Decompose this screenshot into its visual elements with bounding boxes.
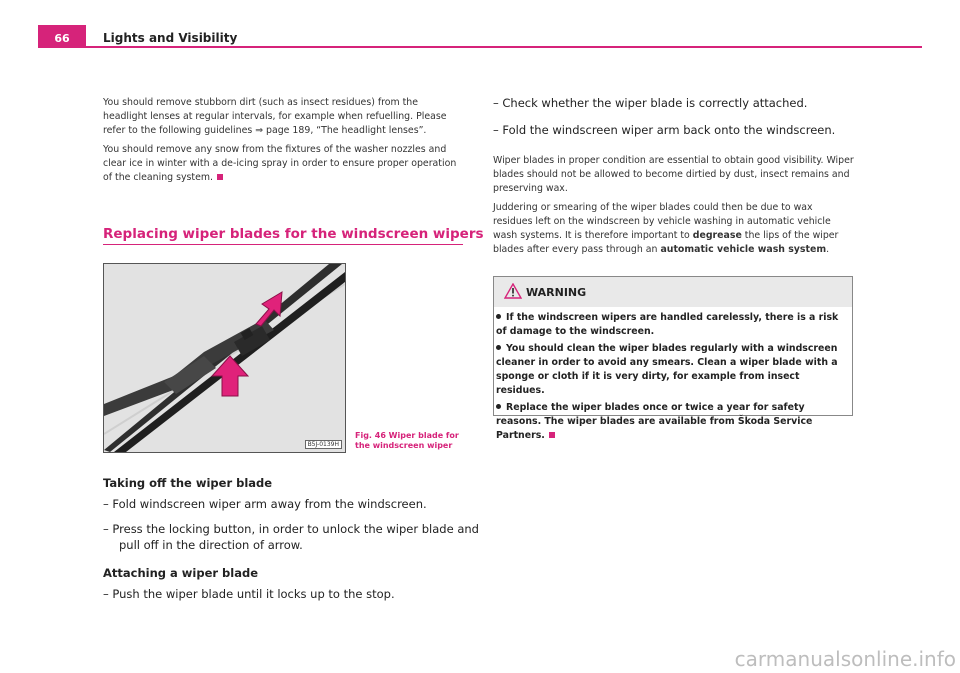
instructions-left xyxy=(103,476,483,602)
paragraph-headlight-dirt: You should remove stubborn dirt (such as insect residues) from the headlight lenses at regular intervals, for example when refuelling. Please refer to the following guidelines ⇒ page 189, “The headlight lenses”. xyxy=(103,97,447,136)
section-rule xyxy=(103,244,463,245)
figure-caption-line2: the windscreen wiper xyxy=(355,441,453,450)
wash-system-emphasis: automatic vehicle wash system xyxy=(660,244,827,255)
bullet-icon xyxy=(496,345,501,350)
page-number: 66 xyxy=(38,25,86,47)
warning-item-1 xyxy=(496,311,846,339)
figure-caption-line1: Fig. 46 Wiper blade for xyxy=(355,431,459,440)
step-check-attached: – Check whether the wiper blade is correctly attached. xyxy=(493,96,808,110)
warning-triangle-icon xyxy=(504,283,522,303)
bullet-icon xyxy=(496,404,501,409)
warning-item-text: If the windscreen wipers are handled carelessly, there is a risk of damage to the windscreen. xyxy=(496,312,839,337)
taking-off-step-2: – Press the locking button, in order to unlock the wiper blade and pull off in the direction of arrow. xyxy=(103,522,479,552)
warning-header xyxy=(494,277,852,307)
warning-item-3 xyxy=(496,401,846,443)
figure-code: B5J-0139H xyxy=(305,440,342,449)
warning-title: WARNING xyxy=(526,286,587,299)
figure-wiper-blade xyxy=(103,263,346,453)
warning-list xyxy=(494,307,852,443)
page-title: Lights and Visibility xyxy=(103,31,238,45)
instructions-right xyxy=(493,95,863,138)
header-rule xyxy=(38,46,922,48)
wiper-blade-illustration xyxy=(104,264,345,452)
degrease-emphasis: degrease xyxy=(692,230,742,241)
step-fold-back: – Fold the windscreen wiper arm back onto the windscreen. xyxy=(493,123,836,137)
juddering-text-c: the lips of the wiper blades after every pass through an xyxy=(493,230,839,255)
bullet-icon xyxy=(496,314,501,319)
paragraph-snow-text: You should remove any snow from the fixtures of the washer nozzles and clear ice in winter with a de-icing spray in order to ensure proper operation of the cleaning system. xyxy=(103,144,457,183)
warning-box xyxy=(493,276,853,441)
warning-item-text: You should clean the wiper blades regularly with a windscreen cleaner in order to avoid any smears. Clean a wiper blade with a sponge or cloth if it is very dirty, for example from insect residues. xyxy=(496,343,838,396)
attaching-heading: Attaching a wiper blade xyxy=(103,566,259,580)
juddering-text-a: Juddering or smearing of the wiper blades could then be due to wax residues left on the windscreen by vehicle washing in automatic vehicle wash systems. It is therefore important to xyxy=(493,202,831,241)
wiper-info-text xyxy=(493,154,855,257)
juddering-text-e: . xyxy=(826,244,830,255)
warning-item-text: Replace the wiper blades once or twice a year for safety reasons. The wiper blades are available from Škoda Service Partners. xyxy=(496,402,813,441)
warning-item-2 xyxy=(496,342,846,398)
end-marker-icon xyxy=(549,432,555,438)
watermark: carmanualsonline.info xyxy=(734,647,956,671)
paragraph-proper-condition: Wiper blades in proper condition are essential to obtain good visibility. Wiper blades should not be allowed to become dirtied by dust, insect remains and preserving wax. xyxy=(493,155,854,194)
paragraph-juddering xyxy=(493,201,855,257)
intro-text xyxy=(103,96,465,185)
paragraph-snow xyxy=(103,143,465,185)
figure-caption xyxy=(355,431,459,451)
end-marker-icon xyxy=(217,174,223,180)
section-heading: Replacing wiper blades for the windscreen wipers xyxy=(103,226,484,242)
taking-off-heading: Taking off the wiper blade xyxy=(103,476,273,490)
taking-off-step-1: – Fold windscreen wiper arm away from the windscreen. xyxy=(103,497,427,511)
attaching-step-1: – Push the wiper blade until it locks up to the stop. xyxy=(103,587,395,601)
